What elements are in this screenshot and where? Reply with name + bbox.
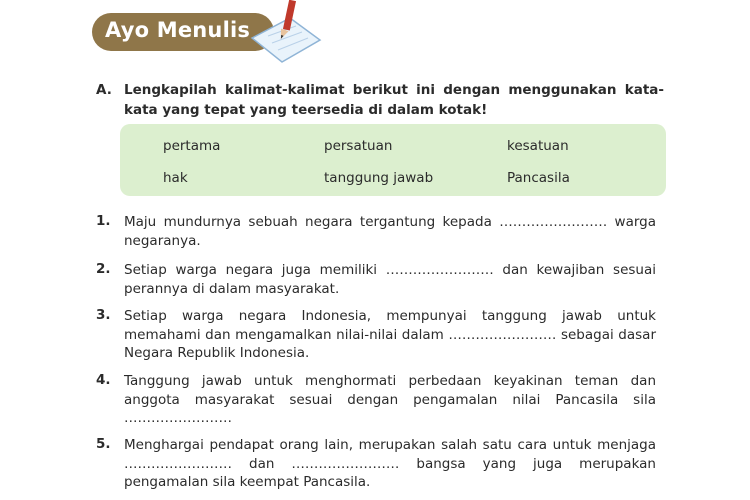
- question-number: 5.: [96, 436, 111, 452]
- question-number: 3.: [96, 307, 111, 323]
- question-number: 1.: [96, 213, 111, 229]
- page-title: Ayo Menulis: [105, 18, 251, 42]
- word-option: tanggung jawab: [324, 170, 434, 186]
- question-text: Maju mundurnya sebuah negara tergantung kepada …………………… warga negaranya.: [124, 214, 656, 249]
- paper-pencil-icon: [238, 0, 333, 70]
- question-number: 2.: [96, 261, 111, 277]
- question-text: Setiap warga negara Indonesia, mempunyai tanggung jawab untuk memahami dan mengamalkan nilai-nilai dalam …………………… sebagai dasar Negara Republik Indonesia.: [124, 308, 656, 361]
- question-text: Tanggung jawab untuk menghormati perbedaan keyakinan teman dan anggota masyarakat sesuai dengan pengamalan nilai Pancasila sila ……………………: [124, 373, 656, 426]
- word-box: [120, 124, 666, 196]
- question-text: Menghargai pendapat orang lain, merupakan salah satu cara untuk menjaga …………………… dan …………………… bangsa yang juga merupakan pengamalan sila keempat Pancasila.: [124, 437, 656, 490]
- word-option: hak: [163, 170, 188, 186]
- word-option: kesatuan: [507, 138, 569, 154]
- word-option: Pancasila: [507, 170, 570, 186]
- word-option: pertama: [163, 138, 221, 154]
- question-number: 4.: [96, 372, 111, 388]
- section-letter: A.: [96, 82, 112, 98]
- section-instruction: Lengkapilah kalimat-kalimat berikut ini dengan menggunakan kata-kata yang tepat yang teersedia di dalam kotak!: [124, 82, 664, 118]
- word-option: persatuan: [324, 138, 393, 154]
- question-text: Setiap warga negara juga memiliki …………………… dan kewajiban sesuai perannya di dalam masyarakat.: [124, 262, 656, 297]
